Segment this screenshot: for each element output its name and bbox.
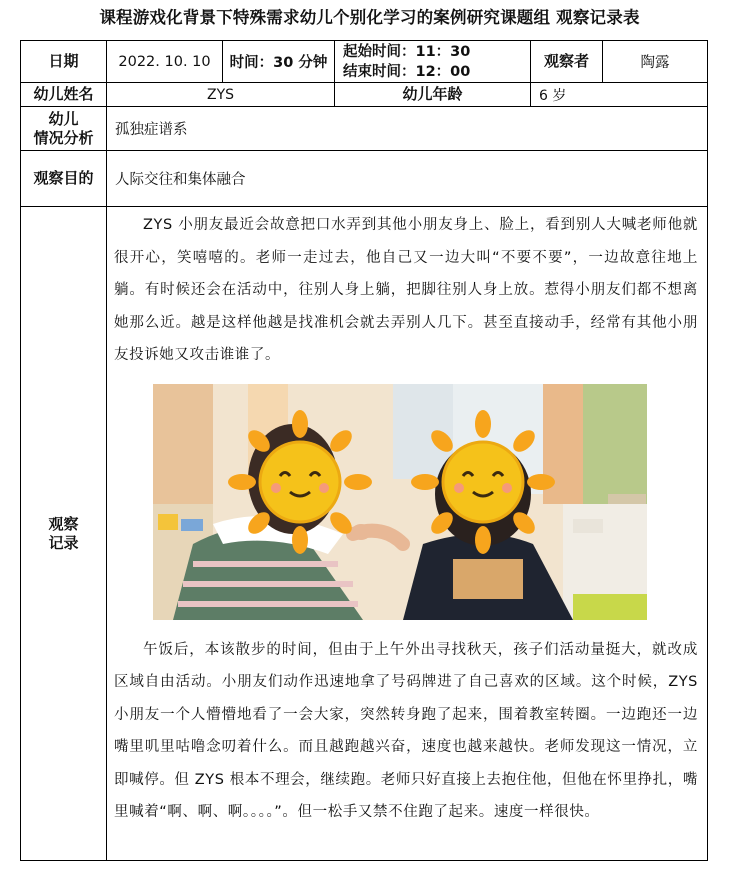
- page-title: 课程游戏化背景下特殊需求幼儿个别化学习的案例研究课题组 观察记录表: [99, 8, 640, 27]
- record-label-line2: 记录: [48, 533, 79, 552]
- duration-cell: 时间：30 分钟: [223, 41, 335, 83]
- child-name-value: ZYS: [107, 83, 335, 107]
- analysis-label: [21, 107, 107, 151]
- observation-table: [20, 40, 708, 861]
- classroom-photo: [153, 384, 647, 620]
- record-label-line1: 观察: [48, 514, 79, 533]
- date-label: 日期: [21, 41, 107, 83]
- start-time: 起始时间：11：30: [343, 43, 471, 60]
- analysis-label-line1: 幼儿: [48, 109, 79, 128]
- record-content: [107, 207, 708, 861]
- end-time: 结束时间：12：00: [343, 63, 471, 80]
- observer-label: 观察者: [531, 41, 603, 83]
- date-value: 2022. 10. 10: [107, 41, 223, 83]
- purpose-label: 观察目的: [21, 151, 107, 207]
- child-name-label: 幼儿姓名: [21, 83, 107, 107]
- child-age-value: 6 岁: [531, 83, 708, 107]
- child-age-label: 幼儿年龄: [335, 83, 531, 107]
- analysis-value: 孤独症谱系: [107, 107, 708, 151]
- observer-value: 陶露: [603, 41, 708, 83]
- time-range-cell: [335, 41, 531, 83]
- record-paragraph-2: 午饭后，本该散步的时间，但由于上午外出寻找秋天，孩子们活动量挺大，就改成区域自由活动。小朋友们动作迅速地拿了号码牌进了自己喜欢的区域。这个时候，ZYS 小朋友一个人懵懵地看了一会大家，突然转身跑了起来，围着教室转圈。一边跑还一边嘴里叽里咕噜念叨着什么。而且越跑越兴奋，速度也越来越快。老师发现这一情况，立即喊停。但 ZYS 根本不理会，继续跑。老师只好直接上去抱住他，但他在怀里挣扎，嘴里喊着“啊、啊、啊。。。。”。但一松手又禁不住跑了起来。速度一样很快。: [114, 641, 698, 820]
- classroom-photo-image: [153, 384, 647, 620]
- record-label: [21, 207, 107, 861]
- purpose-value: 人际交往和集体融合: [107, 151, 708, 207]
- analysis-label-line2: 情况分析: [33, 128, 94, 147]
- record-paragraph-1: ZYS 小朋友最近会故意把口水弄到其他小朋友身上、脸上，看到别人大喊老师他就很开心，笑嘻嘻的。老师一走过去，他自己又一边大叫“不要不要”，一边故意往地上躺。有时候还会在活动中，往别人身上躺，把脚往别人身上放。惹得小朋友们都不想离她那么近。越是这样他越是找准机会就去弄别人几下。甚至直接动手，经常有其他小朋友投诉她又攻击谁谁了。: [114, 217, 698, 363]
